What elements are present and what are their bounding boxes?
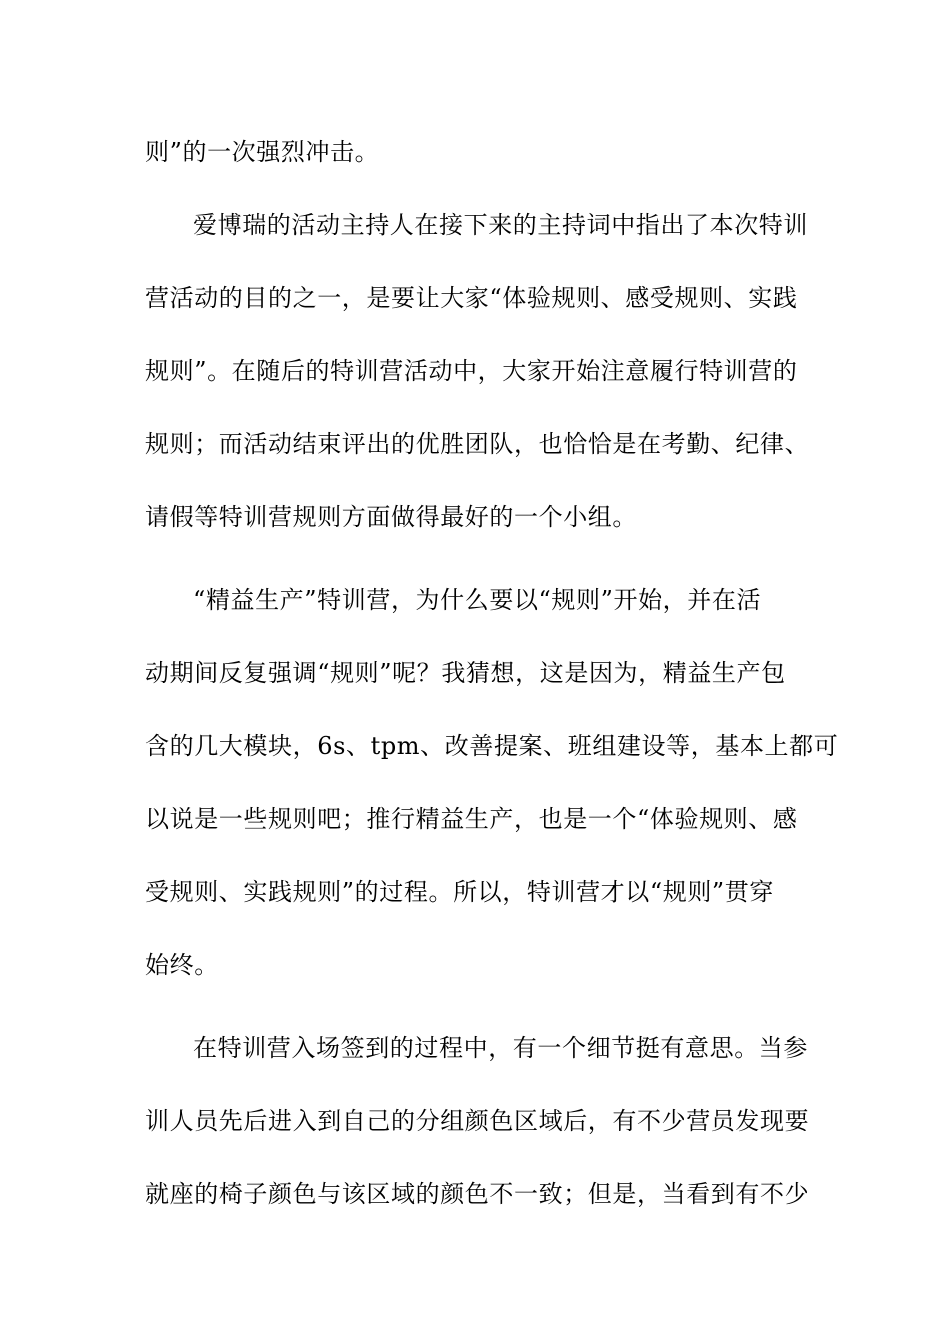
text-line: 含的几大模块，6s、tpm、改善提案、班组建设等，基本上都可 (145, 732, 839, 760)
text-line: 营活动的目的之一，是要让大家“体验规则、感受规则、实践 (145, 284, 798, 312)
text-line: 则”的一次强烈冲击。 (145, 138, 380, 166)
text-line: 规则；而活动结束评出的优胜团队，也恰恰是在考勤、纪律、 (145, 430, 810, 458)
text-line: 受规则、实践规则”的过程。所以，特训营才以“规则”贯穿 (145, 878, 775, 906)
text-line: 就座的椅子颜色与该区域的颜色不一致；但是，当看到有不少 (145, 1180, 810, 1208)
paragraph-first-line: “精益生产”特训营，为什么要以“规则”开始，并在活 (193, 586, 762, 614)
text-line: 规则”。在随后的特训营活动中，大家开始注意履行特训营的 (145, 357, 798, 385)
text-line: 训人员先后进入到自己的分组颜色区域后，有不少营员发现要 (145, 1107, 810, 1135)
paragraph-first-line: 在特训营入场签到的过程中，有一个细节挺有意思。当参 (193, 1034, 808, 1062)
paragraph-first-line: 爱博瑞的活动主持人在接下来的主持词中指出了本次特训 (193, 211, 808, 239)
text-line: 始终。 (145, 951, 219, 979)
text-line: 动期间反复强调“规则”呢？我猜想，这是因为，精益生产包 (145, 659, 786, 687)
text-line: 请假等特训营规则方面做得最好的一个小组。 (145, 503, 637, 531)
text-line: 以说是一些规则吧；推行精益生产，也是一个“体验规则、感 (145, 805, 798, 833)
